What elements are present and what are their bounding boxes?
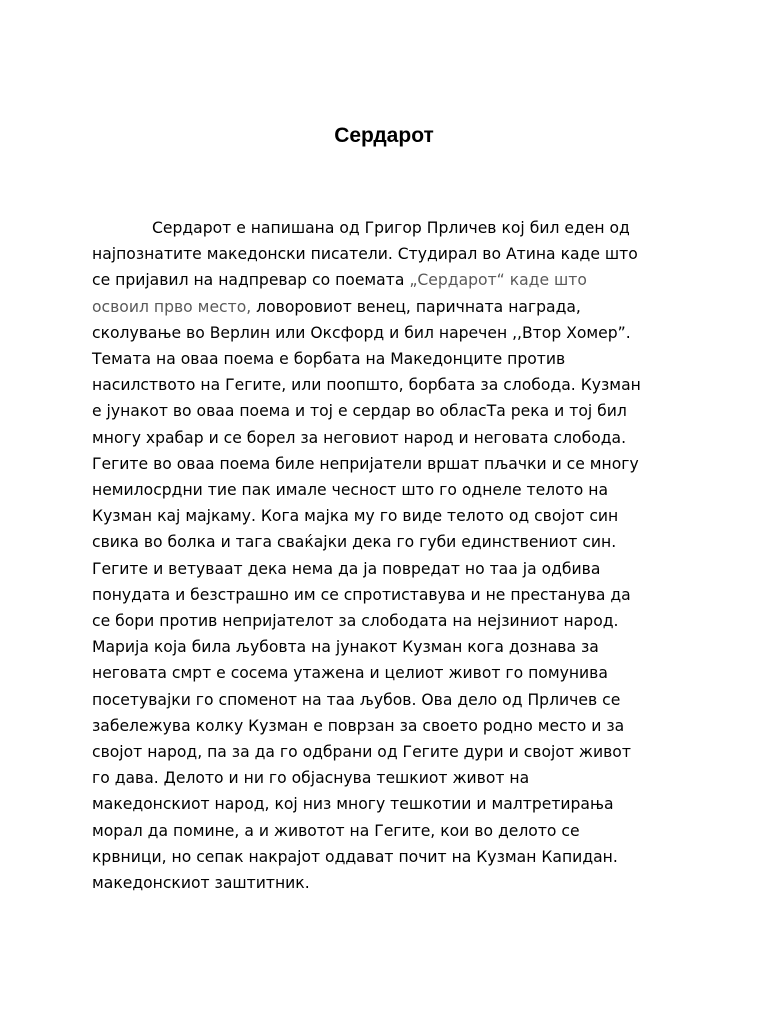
paragraph-line: својот народ, па за да го одбрани од Гегите дури и својот живот [92, 743, 631, 762]
paragraph-line: се пријавил на надпревар со поемата „Сердарот“ каде што [92, 271, 587, 290]
paragraph-line: немилосрдни тие пак имале чесност што го однеле телото на [92, 481, 609, 500]
paragraph-line: посетувајки го споменот на таа љубов. Ова дело од Прличев се [92, 690, 621, 709]
paragraph-line: македонскиот заштитник. [92, 874, 310, 893]
paragraph-line: морал да помине, а и животот на Гегите, кои во делото се [92, 821, 580, 840]
paragraph-line: Марија која била љубовта на јунакот Кузман кога дознава за [92, 638, 599, 657]
essay-paragraph [92, 215, 676, 896]
paragraph-line: Сердарот е напишана од Григор Прличев кој бил еден од [152, 219, 630, 237]
paragraph-line: свика во болка и тага сваќајки дека го губи единствениот син. [92, 533, 617, 552]
paragraph-line: насилството на Гегите, или поопшто, борбата за слобода. Кузман [92, 376, 641, 395]
paragraph-line: освоил прво место, ловоровиот венец, паричната награда, [92, 297, 581, 316]
paragraph-line: македонскиот народ, кој низ многу тешкотии и малтретирања [92, 795, 614, 814]
gray-highlighted-text: „Сердарот“ каде што [409, 271, 587, 290]
paragraph-line: најпознатите македонски писатели. Студирал во Атина каде што [92, 245, 638, 264]
paragraph-line: многу храбар и се борел за неговиот народ и неговата слобода. [92, 428, 627, 447]
paragraph-line: неговата смрт е сосема утажена и целиот живот го помунива [92, 664, 608, 683]
paragraph-line: Темата на оваа поема е борбата на Македонците против [92, 350, 566, 369]
document-title: Сердарот [334, 124, 434, 147]
paragraph-line: е јунакот во оваа поема и тој е сердар во обласТа река и тој бил [92, 402, 627, 421]
gray-highlighted-text: освоил прво место, [92, 297, 252, 316]
paragraph-line: забележува колку Кузман е поврзан за своето родно место и за [92, 716, 625, 735]
paragraph-line: понудата и безстрашно им се спротиставува и не престанува да [92, 585, 631, 604]
paragraph-line: крвници, но сепак накрајот оддават почит на Кузман Капидан. [92, 847, 618, 866]
paragraph-line: Гегите во оваа поема биле непријатели вршат пљачки и се многу [92, 454, 639, 473]
paragraph-line: го дава. Делото и ни го објаснува тешкиот живот на [92, 769, 530, 788]
paragraph-line: Гегите и ветуваат дека нема да ја повредат но таа ја одбива [92, 559, 601, 578]
paragraph-line: се бори против непријателот за слободата на нејзиниот народ. [92, 612, 619, 631]
paragraph-line: Кузман кај мајкаму. Кога мајка му го виде телото од својот син [92, 507, 619, 526]
paragraph-line: сколување во Верлин или Оксфорд и бил наречен ,,Втор Хомер”. [92, 323, 631, 342]
